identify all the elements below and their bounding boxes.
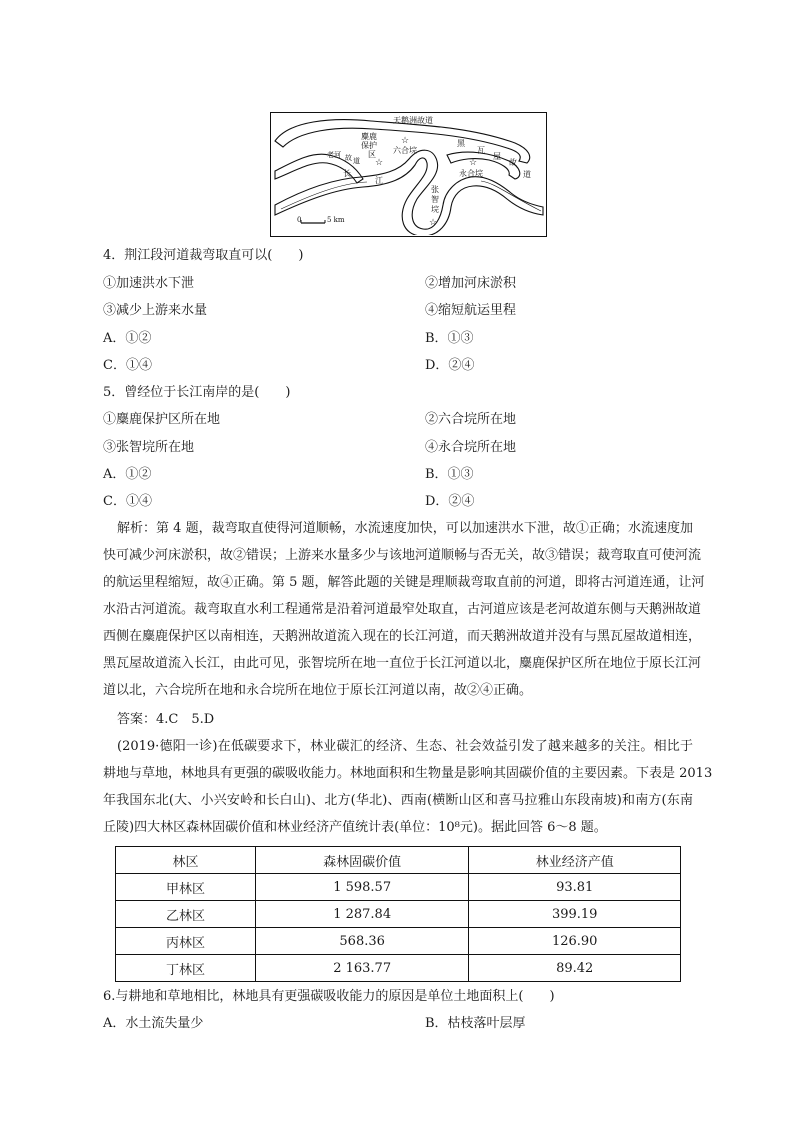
- table-header-row: [116, 847, 681, 874]
- table-row: [116, 874, 681, 901]
- analysis-paragraph: [117, 515, 693, 542]
- q5-choice-d[interactable]: D．②④: [425, 494, 475, 509]
- q5-choice-a[interactable]: A．①②: [103, 467, 152, 482]
- analysis-line: 西侧在麋鹿保护区以南相连，天鹅洲故道流入现在的长江河道，而天鹅洲故道并没有与黑瓦屋故道相连，: [103, 629, 702, 644]
- q6-choice-b[interactable]: B．枯枝落叶层厚: [425, 1016, 526, 1031]
- table-cell: 丁林区: [116, 955, 256, 982]
- label-gu: 故: [509, 158, 517, 167]
- label-wa: 瓦: [477, 146, 485, 155]
- q5-choice-c[interactable]: C．①④: [103, 494, 152, 509]
- label-jiang: 江: [375, 176, 383, 185]
- q4-choice-a[interactable]: A．①②: [103, 331, 152, 346]
- table-cell: 126.90: [469, 928, 681, 955]
- table-row: [116, 955, 681, 982]
- scale-zero-label: 0: [297, 216, 302, 224]
- label-tianezhou: 天鹅洲故道: [393, 116, 433, 125]
- star-icon: ☆: [429, 218, 438, 228]
- intro-line: 丘陵)四大林区森林固碳价值和林业经济产值统计表(单位：10⁸元)。据此回答 6～8 题。: [103, 820, 607, 835]
- label-chang: 长: [343, 169, 351, 178]
- label-hei: 黑: [457, 139, 465, 148]
- analysis-line: 快可减少河床淤积，故②错误；上游来水量多少与该地河道顺畅与否无关，故③错误；裁弯取直可使河流: [103, 548, 702, 563]
- table-row: [116, 928, 681, 955]
- label-dao: 道: [523, 170, 531, 179]
- column-header: 森林固碳价值: [255, 847, 469, 874]
- label-yuan: 垸: [431, 205, 439, 214]
- table-cell: 568.36: [255, 928, 469, 955]
- label-milu-2: 保护: [361, 141, 377, 150]
- analysis-paragraph-cont: [103, 542, 705, 704]
- q6-choice-a[interactable]: A．水土流失量少: [103, 1016, 204, 1031]
- label-laohe-2: 故: [345, 154, 352, 162]
- q5-option-2: ②六合垸所在地: [425, 412, 517, 427]
- intro-line: 耕地与草地，林地具有更强的碳吸收能力。林地面积和生物量是影响其固碳价值的主要因素。下表是 2013: [103, 766, 713, 781]
- q5-option-1: ①麋鹿保护区所在地: [103, 412, 221, 427]
- analysis-line: 道以北，六合垸所在地和永合垸所在地位于原长江河道以南，故②④正确。: [103, 683, 533, 698]
- q4-choice-c[interactable]: C．①④: [103, 358, 152, 373]
- analysis-line: 水沿古河道流。裁弯取直水利工程通常是沿着河道最窄处取直，古河道应该是老河故道东侧与天鹅洲故道: [103, 602, 702, 617]
- q6-stem: 6.与耕地和草地相比，林地具有更强碳吸收能力的原因是单位土地面积上( ): [103, 989, 555, 1004]
- table-cell: 1 598.57: [255, 874, 469, 901]
- q5-choice-b[interactable]: B．①③: [425, 467, 474, 482]
- river-map-svg: [271, 113, 545, 235]
- analysis-line: 黑瓦屋故道流入长江，由此可见，张智垸所在地一直位于长江河道以北，麋鹿保护区所在地位于原长江河: [103, 656, 702, 671]
- star-icon: ☆: [401, 136, 410, 146]
- intro-paragraph-cont: [103, 760, 713, 841]
- table-cell: 乙林区: [116, 901, 256, 928]
- star-icon: ☆: [375, 158, 384, 168]
- label-wu: 屋: [493, 152, 501, 161]
- column-header: 林业经济产值: [469, 847, 681, 874]
- table-cell: 丙林区: [116, 928, 256, 955]
- analysis-line: 解析：第 4 题，裁弯取直使得河道顺畅，水流速度加快，可以加速洪水下泄，故①正确；水流速度加: [117, 521, 693, 536]
- label-laohe-3: 道: [353, 157, 360, 165]
- q4-option-2: ②增加河床淤积: [425, 276, 517, 291]
- q4-option-3: ③减少上游来水量: [103, 303, 208, 318]
- label-liuhe: 六合垸: [393, 146, 417, 155]
- label-milu-1: 麋鹿: [361, 132, 377, 141]
- table-cell: 1 287.84: [255, 901, 469, 928]
- table-cell: 93.81: [469, 874, 681, 901]
- intro-paragraph: [117, 733, 693, 760]
- scale-km-label: 5 km: [327, 216, 345, 224]
- q5-stem: 5．曾经位于长江南岸的是( ): [103, 385, 291, 400]
- intro-line: (2019·德阳一诊)在低碳要求下，林业碳汇的经济、生态、社会效益引发了越来越多的关注。相比于: [117, 739, 693, 754]
- q5-option-3: ③张智垸所在地: [103, 440, 195, 455]
- q4-choice-d[interactable]: D．②④: [425, 358, 475, 373]
- table-row: [116, 901, 681, 928]
- answer-line: 答案：4.C 5.D: [117, 712, 215, 727]
- q4-option-1: ①加速洪水下泄: [103, 276, 195, 291]
- label-laohe-1: 老河: [327, 151, 341, 159]
- table-cell: 399.19: [469, 901, 681, 928]
- label-zhang: 张: [431, 185, 439, 194]
- q4-option-4: ④缩短航运里程: [425, 303, 517, 318]
- label-yonghe: 永合垸: [459, 169, 483, 178]
- q4-stem: 4．荆江段河道裁弯取直可以( ): [103, 248, 304, 263]
- q5-option-4: ④永合垸所在地: [425, 440, 517, 455]
- label-zhi: 智: [431, 195, 439, 204]
- intro-line: 年我国东北(大、小兴安岭和长白山)、北方(华北)、西南(横断山区和喜马拉雅山东段南坡)和南方(东南: [103, 793, 693, 808]
- table-cell: 2 163.77: [255, 955, 469, 982]
- label-milu-3: 区: [368, 150, 376, 159]
- river-bank-line: [481, 181, 541, 211]
- star-icon: ☆: [469, 158, 478, 168]
- river-map-figure: [270, 112, 547, 237]
- forest-carbon-table: [115, 846, 681, 982]
- q4-choice-b[interactable]: B．①③: [425, 331, 474, 346]
- table-cell: 89.42: [469, 955, 681, 982]
- analysis-line: 的航运里程缩短，故④正确。第 5 题，解答此题的关键是理顺裁弯取直前的河道，即将古河道连通，让河: [103, 575, 705, 590]
- table-cell: 甲林区: [116, 874, 256, 901]
- column-header: 林区: [116, 847, 256, 874]
